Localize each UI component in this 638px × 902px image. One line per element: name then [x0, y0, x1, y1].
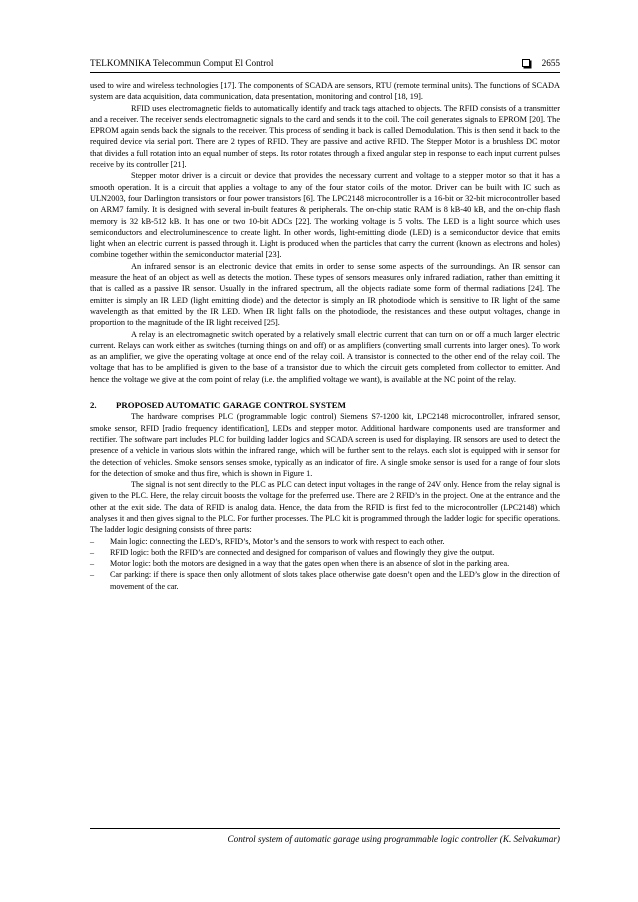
dash-bullet-icon: – [90, 547, 95, 557]
dash-bullet-icon: – [90, 570, 95, 580]
running-footer [90, 828, 560, 845]
intro-paragraphs [90, 80, 560, 385]
list-item [90, 547, 560, 558]
page-number: 2655 [541, 58, 560, 68]
paragraph: RFID uses electromagnetic fields to automatically identify and track tags attached to objects. The RFID consists of a transmitter and a receiver. The receiver sends electromagnetic signals to the card and sends it to the coil. The coil generates signals to EPROM [20]. The EPROM again sends back the signals to the receiver. This process of sending it back is called Demodulation. This is then send it back to the required device via serial port. There are 2 types of RFID. They are passive and active RFID. The Stepper Motor is a brushless DC motor that divides a full rotation into an equal number of steps. Its rotor rotates through a fixed angular step in response to each input current pulses receive by its controller [21]. [90, 103, 560, 170]
ladder-logic-list [90, 536, 560, 592]
section-paragraphs [90, 411, 560, 535]
section-heading [90, 400, 560, 411]
paragraph: An infrared sensor is an electronic device that emits in order to sense some aspects of the surroundings. An IR sensor can measure the heat of an object as well as detects the motion. These types of sensors measures only infrared radiation, rather than emitting it that is called as a passive IR sensor. Usually in the infrared spectrum, all the objects radiate some form of thermal radiations [24]. The emitter is simply an IR LED (light emitting diode) and the detector is simply an IR photodiode which is sensitive to IR light of the same wavelength as that emitted by the IR LED. When IR light falls on the photodiode, the resistances and these output voltages, change in proportion to the magnitude of the IR light received [25]. [90, 261, 560, 328]
paragraph: used to wire and wireless technologies [17]. The components of SCADA are sensors, RTU (remote terminal units). The functions of SCADA system are data acquisition, data communication, data presentation, monitoring and control [18, 19]. [90, 81, 560, 102]
dash-bullet-icon: – [90, 559, 95, 569]
list-item [90, 558, 560, 569]
dash-bullet-icon: – [90, 536, 95, 546]
paragraph: The signal is not sent directly to the PLC as PLC can detect input voltages in the range of 24V only. Hence from the relay signal is given to the PLC. Here, the relay circuit boosts the voltage for the preferred use. There are 2 RFID’s in the project. One at the entrance and the other at the exit side. The data of RFID is analog data. Hence, the data from the RFID is first fed to the microcontroller (LPC2148) which analyses it and then gives signal to the PLC. For further processes. The PLC kit is programmed through the ladder logic for specific operations. The ladder logic designing consists of three parts: [90, 480, 560, 535]
page-body [90, 80, 560, 592]
list-item [90, 536, 560, 547]
paragraph: The hardware comprises PLC (programmable logic control) Siemens S7-1200 kit, LPC2148 microcontroller, infrared sensor, smoke sensor, RFID [radio frequency identification], LEDs and stepper motor. Additional hardware components used are transformer and rectifier. The software part includes PLC for building ladder logics and SCADA screen is used for displaying. IR sensors are used to detect the presence of a vehicle in various slots within the infrared range, which will be further sent to the relays. each slot is equipped with ir sensor for the detection of vehicles. Smoke sensors senses smoke, typically as an indicator of fire. A single smoke sensor is used for a range of four slots for the detection of smoke and thus fire, which is shown in Figure 1. [90, 412, 560, 478]
section-content [90, 411, 560, 592]
running-header [90, 57, 560, 73]
list-item-text: Car parking: if there is space then only allotment of slots takes place otherwise gate doesn’t open and the LED’s glow in the direction of movement of the car. [110, 570, 560, 591]
square-box-icon [522, 59, 530, 67]
list-item-text: Motor logic: both the motors are designed in a way that the gates open when there is an absence of slot in the parking area. [110, 559, 510, 569]
list-item [90, 569, 560, 592]
header-right [522, 57, 560, 69]
footer-citation: Control system of automatic garage using programmable logic controller (K. Selvakumar) [227, 834, 560, 844]
section-number: 2. [90, 400, 97, 411]
paragraph: A relay is an electromagnetic switch operated by a relatively small electric current that can turn on or off a much larger electric current. Relays can work either as switches (turning things on and off) or as amplifiers (converting small currents into larger ones). To work as an amplifier, we give the operating voltage at once end of the relay coil. A transistor is connected to the other end of the relay coil. The voltage that has to be amplified is given to the base of a transistor due to which the circuit gets completed from collector to emitter. And hence the voltage we give at the com point of relay (i.e. the amplified voltage we want), is available at the NC point of the relay. [90, 329, 560, 384]
list-item-text: Main logic: connecting the LED’s, RFID’s, Motor’s and the sensors to work with respect to each other. [110, 536, 445, 546]
list-item-text: RFID logic: both the RFID’s are connected and designed for comparison of values and flowingly they give the output. [110, 547, 495, 557]
section-title: PROPOSED AUTOMATIC GARAGE CONTROL SYSTEM [116, 400, 346, 411]
journal-name: TELKOMNIKA Telecommun Comput El Control [90, 58, 274, 68]
paragraph: Stepper motor driver is a circuit or device that provides the necessary current and voltage to a stepper motor so that it has a smooth operation. It is a circuit that applies a voltage to any of the four stator coils of the motor. Driver can be built with IC such as ULN2003, four Darlington transistors or four power transistors [6]. The LPC2148 microcontroller is a 16-bit or 32-bit microcontroller based on ARM7 family. It is designed with several in-built features & peripherals. The on-chip static RAM is 8 kB-40 kB, and the on-chip flash memory is 32 kB-512 kB. It has one or two 10-bit ADCs [22]. The working voltage is 5 volts. The LED is a light source which uses semiconductors and electroluminescence to create light. In other words, light-emitting diode (LED) is a semiconductor device that emits light when an electric current is passed through it. Light is produced when the particles that carry the current (known as electrons and holes) combine together within the semiconductor material [23]. [90, 171, 560, 260]
